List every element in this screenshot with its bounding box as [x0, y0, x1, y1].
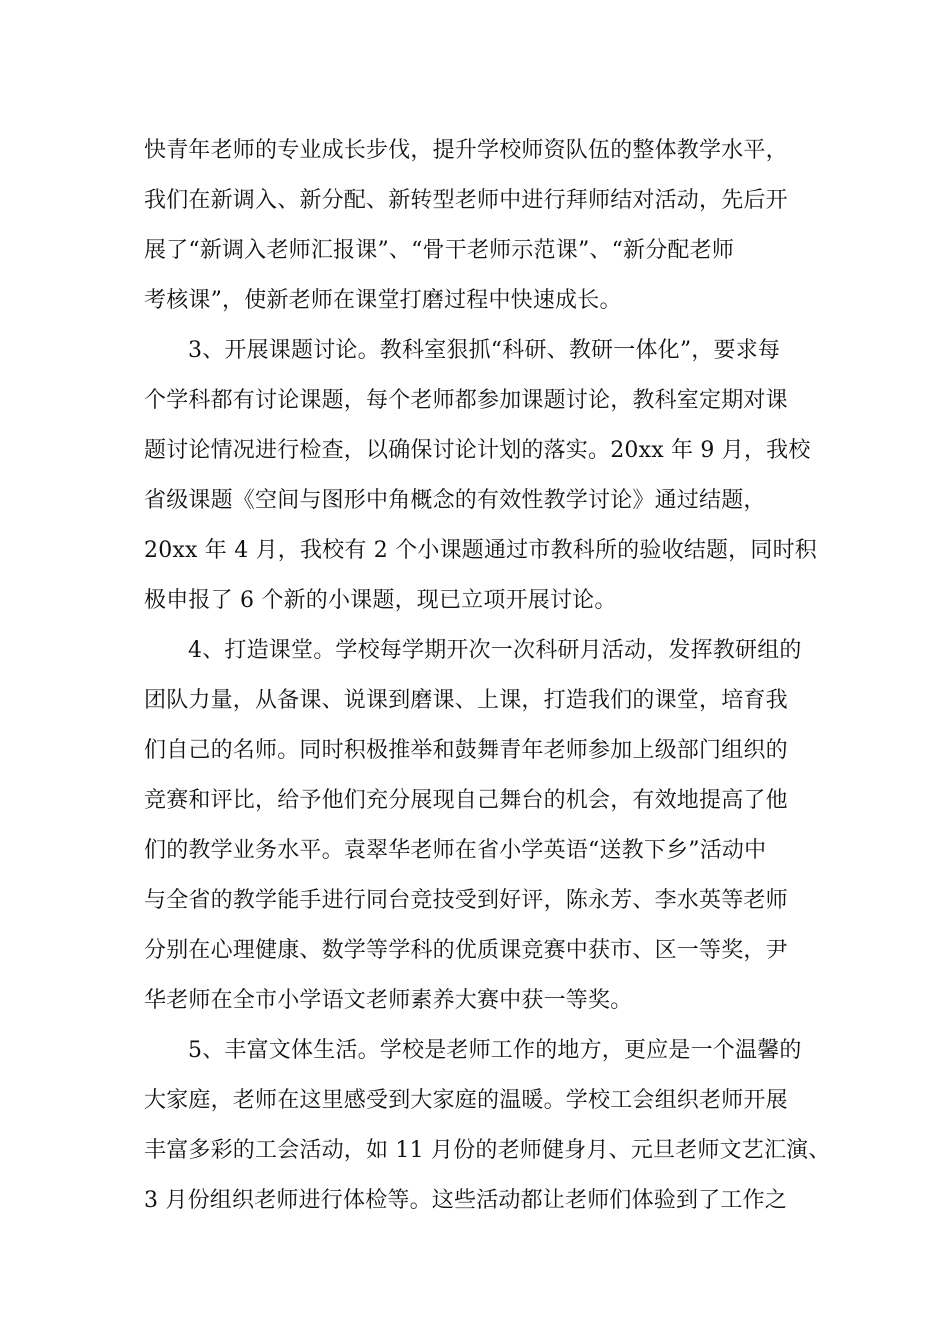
- text-line: 团队力量，从备课、说课到磨课、上课，打造我们的课堂，培育我: [144, 688, 788, 713]
- text-line: 3 月份组织老师进行体检等。这些活动都让老师们体验到了工作之: [144, 1188, 787, 1213]
- text-line: 与全省的教学能手进行同台竞技受到好评，陈永芳、李水英等老师: [144, 888, 788, 913]
- text-line: 们自己的名师。同时积极推举和鼓舞青年老师参加上级部门组织的: [144, 738, 788, 763]
- text-line: 分别在心理健康、数学等学科的优质课竞赛中获市、区一等奖，尹: [144, 938, 788, 963]
- text-line: 省级课题《空间与图形中角概念的有效性教学讨论》通过结题，: [144, 488, 766, 513]
- text-line: 个学科都有讨论课题，每个老师都参加课题讨论，教科室定期对课: [144, 388, 788, 413]
- text-line: 展了“新调入老师汇报课”、“骨干老师示范课”、“新分配老师: [144, 238, 735, 263]
- document-body: [144, 126, 831, 1226]
- text-line: 竞赛和评比，给予他们充分展现自己舞台的机会，有效地提高了他: [144, 788, 788, 813]
- text-line: 丰富多彩的工会活动，如 11 月份的老师健身月、元旦老师文艺汇演、: [144, 1138, 831, 1163]
- text-line: 题讨论情况进行检查，以确保讨论计划的落实。20xx 年 9 月，我校: [144, 438, 811, 463]
- text-line: 考核课”，使新老师在课堂打磨过程中快速成长。: [144, 288, 622, 313]
- text-line: 快青年老师的专业成长步伐，提升学校师资队伍的整体教学水平，: [144, 138, 788, 163]
- text-line: 我们在新调入、新分配、新转型老师中进行拜师结对活动，先后开: [144, 188, 788, 213]
- paragraph-5-start: 5、丰富文体生活。学校是老师工作的地方，更应是一个温馨的: [188, 1038, 802, 1063]
- text-line: 极申报了 6 个新的小课题，现已立项开展讨论。: [144, 588, 617, 613]
- paragraph-4-start: 4、打造课堂。学校每学期开次一次科研月活动，发挥教研组的: [188, 638, 802, 663]
- text-line: 们的教学业务水平。袁翠华老师在省小学英语“送教下乡”活动中: [144, 838, 767, 863]
- text-line: 华老师在全市小学语文老师素养大赛中获一等奖。: [144, 988, 633, 1013]
- paragraph-3-start: 3、开展课题讨论。教科室狠抓“科研、教研一体化”，要求每: [188, 338, 781, 363]
- text-line: 大家庭，老师在这里感受到大家庭的温暖。学校工会组织老师开展: [144, 1088, 788, 1113]
- text-line: 20xx 年 4 月，我校有 2 个小课题通过市教科所的验收结题，同时积: [144, 538, 817, 563]
